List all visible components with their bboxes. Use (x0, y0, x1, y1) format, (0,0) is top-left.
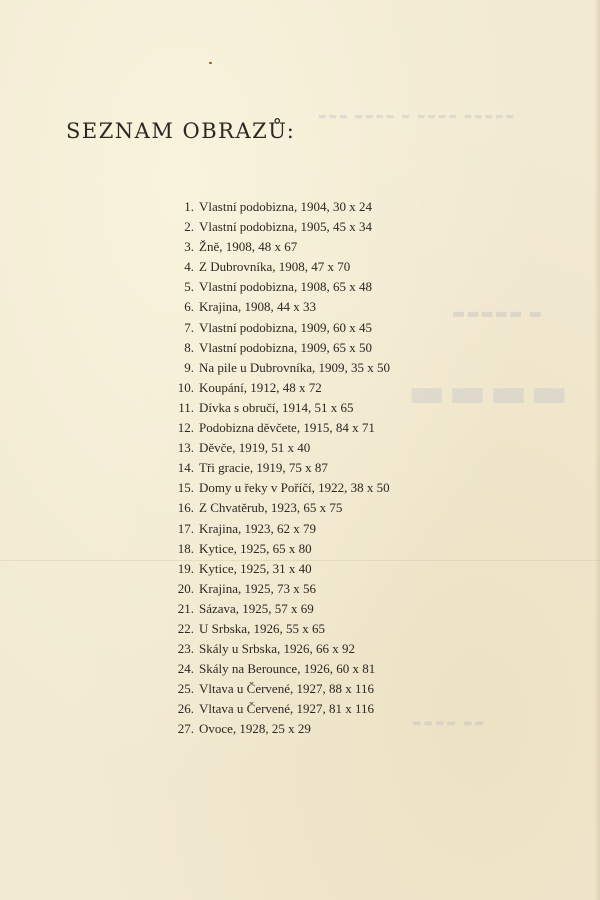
item-number: 24. (177, 661, 194, 677)
list-item (160, 338, 390, 358)
paper-speck (209, 62, 212, 64)
list-item (160, 438, 390, 458)
item-number: 6. (184, 299, 194, 315)
list-item (160, 358, 390, 378)
item-number: 15. (177, 480, 194, 496)
document-title: SEZNAM OBRAZŮ: (66, 119, 296, 143)
item-text: Podobizna děvčete, 1915, 84 x 71 (199, 420, 375, 436)
item-text: Krajina, 1908, 44 x 33 (199, 299, 316, 315)
list-item (160, 599, 390, 619)
item-text: Ovoce, 1928, 25 x 29 (199, 721, 311, 737)
item-number: 1. (184, 199, 194, 214)
list-item (160, 277, 390, 297)
item-number: 12. (177, 420, 194, 436)
item-text: Sázava, 1925, 57 x 69 (199, 600, 314, 616)
list-item (160, 498, 390, 518)
item-number: 9. (184, 359, 194, 375)
item-text: Žně, 1908, 48 x 67 (199, 239, 298, 255)
item-text: Vlastní podobizna, 1909, 65 x 50 (199, 339, 372, 355)
show-through-text: ▬▬▬ ▬▬▬▬ ▬ ▬▬▬▬ ▬▬▬▬▬ (318, 112, 517, 122)
list-item (160, 579, 390, 599)
painting-list (160, 197, 390, 740)
item-text: Vlastní podobizna, 1908, 65 x 48 (199, 279, 372, 295)
show-through-text: ▬▬▬▬ ▬▬ (412, 718, 486, 729)
list-item (160, 418, 390, 438)
item-text: Vltava u Červené, 1927, 88 x 116 (199, 681, 374, 697)
item-number: 20. (177, 580, 194, 596)
item-number: 17. (177, 520, 194, 536)
item-text: Domy u řeky v Poříčí, 1922, 38 x 50 (199, 480, 390, 496)
item-number: 13. (177, 440, 194, 456)
item-text: Vlastní podobizna, 1909, 60 x 45 (199, 319, 372, 335)
item-text: Koupání, 1912, 48 x 72 (199, 379, 322, 395)
item-text: Vlastní podobizna, 1904, 30 x 24 (199, 199, 372, 214)
item-number: 5. (184, 279, 194, 295)
item-number: 27. (177, 721, 194, 737)
list-item (160, 559, 390, 579)
item-number: 26. (177, 701, 194, 717)
item-text: Z Chvatěrub, 1923, 65 x 75 (199, 500, 343, 516)
list-item (160, 297, 390, 317)
list-item (160, 619, 390, 639)
list-item (160, 257, 390, 277)
list-item (160, 699, 390, 719)
list-item (160, 318, 390, 338)
item-text: Skály u Srbska, 1926, 66 x 92 (199, 641, 355, 657)
item-number: 10. (177, 379, 194, 395)
item-number: 16. (177, 500, 194, 516)
list-item (160, 539, 390, 559)
item-text: Dívka s obručí, 1914, 51 x 65 (199, 399, 354, 415)
item-text: Na pile u Dubrovníka, 1909, 35 x 50 (199, 359, 391, 375)
item-number: 22. (177, 620, 194, 636)
list-item (160, 378, 390, 398)
list-item (160, 659, 390, 679)
list-item (160, 398, 390, 418)
paper-edge-shadow (594, 0, 600, 900)
item-number: 19. (177, 560, 194, 576)
list-item (160, 719, 390, 739)
item-text: Vltava u Červené, 1927, 81 x 116 (199, 701, 374, 717)
show-through-text: ▬▬▬▬ (408, 370, 572, 416)
list-item (160, 639, 390, 659)
list-item (160, 237, 390, 257)
item-number: 2. (184, 219, 194, 235)
show-through-text: ▬▬▬▬▬ ▬ (452, 306, 543, 322)
list-item (160, 519, 390, 539)
item-text: Vlastní podobizna, 1905, 45 x 34 (199, 219, 372, 235)
item-text: Kytice, 1925, 31 x 40 (199, 560, 312, 576)
item-number: 14. (177, 460, 194, 476)
list-item (160, 197, 390, 217)
item-number: 25. (177, 681, 194, 697)
item-number: 21. (177, 600, 194, 616)
list-item (160, 458, 390, 478)
item-number: 11. (178, 399, 194, 415)
item-number: 23. (177, 641, 194, 657)
item-number: 7. (184, 319, 194, 335)
item-number: 8. (184, 339, 194, 355)
item-text: Děvče, 1919, 51 x 40 (199, 440, 311, 456)
item-text: Z Dubrovníka, 1908, 47 x 70 (199, 259, 351, 275)
item-text: Krajina, 1923, 62 x 79 (199, 520, 316, 536)
item-text: Krajina, 1925, 73 x 56 (199, 580, 316, 596)
item-text: Skály na Berounce, 1926, 60 x 81 (199, 661, 376, 677)
list-item (160, 679, 390, 699)
list-item (160, 217, 390, 237)
item-text: Kytice, 1925, 65 x 80 (199, 540, 312, 556)
item-number: 4. (184, 259, 194, 275)
item-number: 3. (184, 239, 194, 255)
item-text: U Srbska, 1926, 55 x 65 (199, 620, 326, 636)
item-number: 18. (177, 540, 194, 556)
list-item (160, 478, 390, 498)
item-text: Tři gracie, 1919, 75 x 87 (199, 460, 328, 476)
